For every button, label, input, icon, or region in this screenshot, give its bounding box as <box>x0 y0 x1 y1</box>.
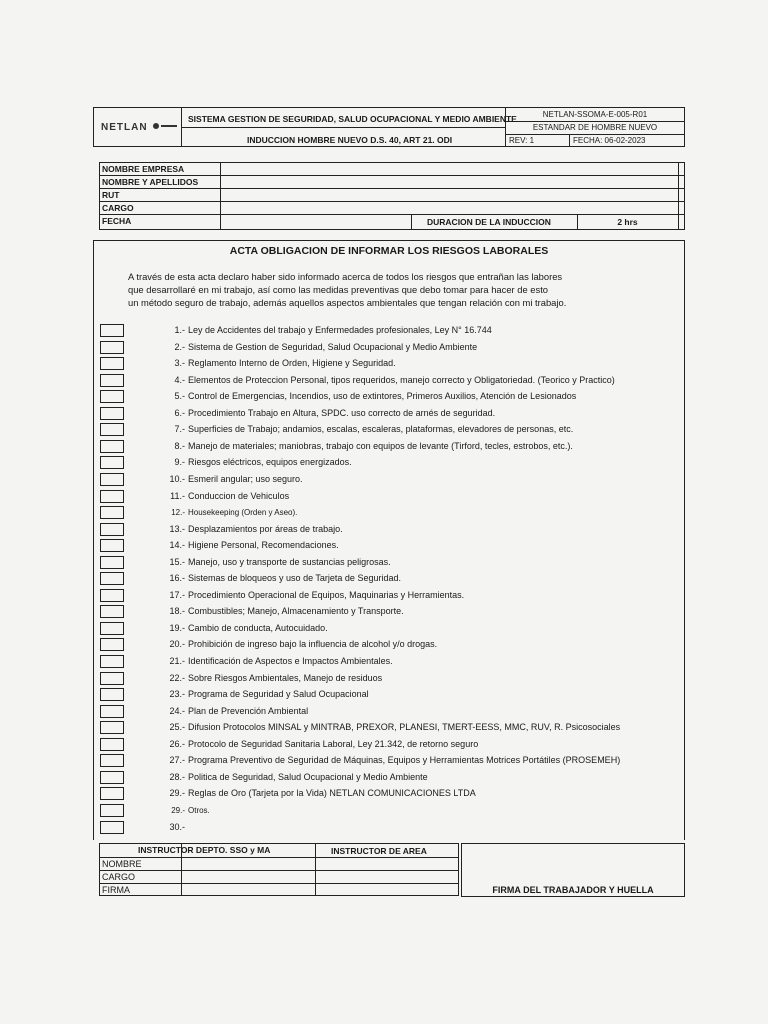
checkbox-item-23[interactable] <box>100 688 124 701</box>
item-number: 13.- <box>169 523 185 534</box>
list-item <box>163 358 396 368</box>
item-text: Sistema de Gestion de Seguridad, Salud Ocupacional y Medio Ambiente <box>188 341 478 352</box>
list-item <box>163 623 328 633</box>
list-item <box>163 722 620 732</box>
list-item <box>163 590 464 600</box>
checkbox-item-19[interactable] <box>100 622 124 635</box>
checkbox-item-8[interactable] <box>100 440 124 453</box>
item-text: Conduccion de Vehiculos <box>188 490 290 501</box>
checkbox-item-1[interactable] <box>100 324 124 337</box>
item-number: 18.- <box>169 606 185 617</box>
sig-signature-label: FIRMA <box>102 885 130 895</box>
checkbox-item-22[interactable] <box>100 672 124 685</box>
company-logo <box>101 117 178 135</box>
list-item <box>163 755 620 765</box>
item-number: 29.- <box>169 788 185 799</box>
duration-value: 2 hrs <box>617 217 638 227</box>
item-number: 17.- <box>169 589 185 600</box>
checkbox-item-14[interactable] <box>100 539 124 552</box>
list-item <box>163 540 339 550</box>
checkbox-item-6[interactable] <box>100 407 124 420</box>
list-item <box>163 656 393 666</box>
item-number: 14.- <box>169 540 185 551</box>
list-item <box>163 491 289 501</box>
item-number: 27.- <box>169 755 185 766</box>
checkbox-item-3[interactable] <box>100 357 124 370</box>
checkbox-item-21[interactable] <box>100 655 124 668</box>
item-text: Higiene Personal, Recomendaciones. <box>188 540 339 551</box>
sig-name-label: NOMBRE <box>102 859 142 869</box>
item-text: Superficies de Trabajo; andamios, escalas, escaleras, plataformas, elevadores de personas, etc. <box>188 424 574 435</box>
list-item <box>163 325 492 335</box>
checkbox-item-12[interactable] <box>100 506 124 519</box>
item-number: 4.- <box>174 374 185 385</box>
item-number: 16.- <box>169 573 185 584</box>
item-text: Plan de Prevención Ambiental <box>188 705 309 716</box>
item-number: 3.- <box>174 358 185 369</box>
item-text: Cambio de conducta, Autocuidado. <box>188 622 328 633</box>
item-number: 7.- <box>174 424 185 435</box>
checkbox-item-17[interactable] <box>100 589 124 602</box>
list-item <box>163 375 615 385</box>
item-number: 29.- <box>171 805 185 815</box>
list-item <box>163 788 476 798</box>
item-number: 8.- <box>174 440 185 451</box>
doc-code: NETLAN-SSOMA-E-005-R01 <box>542 110 648 119</box>
item-number: 10.- <box>169 473 185 484</box>
list-item <box>163 474 303 484</box>
revision: REV: 1 <box>509 136 535 145</box>
item-number: 28.- <box>169 771 185 782</box>
item-number: 2.- <box>174 341 185 352</box>
item-text: Reglas de Oro (Tarjeta por la Vida) NETLAN COMUNICACIONES LTDA <box>188 788 476 799</box>
item-text: Procedimiento Trabajo en Altura, SPDC. uso correcto de arnés de seguridad. <box>188 407 496 418</box>
item-number: 9.- <box>174 457 185 468</box>
intro-line-1: A través de esta acta declaro haber sido informado acerca de todos los riesgos que entrañan las labores <box>128 271 563 282</box>
item-text: Manejo, uso y transporte de sustancias peligrosas. <box>188 556 391 567</box>
item-text: Elementos de Proteccion Personal, tipos requeridos, manejo correcto y Obligatoriedad. (Teorico y Practico) <box>188 374 615 385</box>
item-number: 11.- <box>170 490 185 501</box>
duration-label: DURACION DE LA INDUCCION <box>427 217 551 227</box>
checkbox-item-9[interactable] <box>100 456 124 469</box>
intro-line-3: un método seguro de trabajo, además aquellos aspectos ambientales que tengan relación con mi trabajo. <box>128 297 567 308</box>
item-number: 26.- <box>169 738 185 749</box>
checkbox-item-10[interactable] <box>100 473 124 486</box>
sig-position-label: CARGO <box>102 872 136 882</box>
item-number: 12.- <box>171 508 185 518</box>
checkbox-item-7[interactable] <box>100 423 124 436</box>
position-label: CARGO <box>102 203 134 213</box>
checkbox-item-2[interactable] <box>100 341 124 354</box>
checkbox-item-24[interactable] <box>100 705 124 718</box>
checkbox-item-13[interactable] <box>100 523 124 536</box>
list-item <box>163 441 573 451</box>
item-number: 20.- <box>169 639 185 650</box>
checkbox-item-30[interactable] <box>100 804 124 817</box>
item-text: Sobre Riesgos Ambientales, Manejo de residuos <box>188 672 383 683</box>
item-text: Sistemas de bloqueos y uso de Tarjeta de Seguridad. <box>188 573 401 584</box>
fullname-label: NOMBRE Y APELLIDOS <box>102 177 199 187</box>
item-number: 21.- <box>169 656 185 666</box>
rut-label: RUT <box>102 190 120 200</box>
list-item <box>163 507 297 517</box>
item-number: 25.- <box>169 722 185 733</box>
induction-form <box>93 107 685 897</box>
checkbox-item-28[interactable] <box>100 771 124 784</box>
item-text: Manejo de materiales; maniobras, trabajo con equipos de levante (Tirford, tecles, estrobos, etc.). <box>188 440 573 451</box>
item-text: Difusion Protocolos MINSAL y MINTRAB, PREXOR, PLANESI, TMERT-EESS, MMC, RUV, R. Psicosociales <box>188 722 621 733</box>
logo-text: NETLAN <box>101 122 148 133</box>
checkbox-item-15[interactable] <box>100 556 124 569</box>
list-item <box>163 408 495 418</box>
list-item <box>163 673 382 683</box>
item-text: Protocolo de Seguridad Sanitaria Laboral, Ley 21.342, de retorno seguro <box>188 738 479 749</box>
checkbox-item-5[interactable] <box>100 390 124 403</box>
standard-name: ESTANDAR DE HOMBRE NUEVO <box>532 123 658 132</box>
item-text: Esmeril angular; uso seguro. <box>188 473 303 484</box>
checkbox-item-16[interactable] <box>100 572 124 585</box>
checkbox-item-27[interactable] <box>100 754 124 767</box>
list-item <box>163 606 404 616</box>
item-number: 15.- <box>169 556 185 567</box>
list-item <box>163 739 478 749</box>
item-text: Programa de Seguridad y Salud Ocupacional <box>188 689 369 700</box>
worker-signature-label: FIRMA DEL TRABAJADOR Y HUELLA <box>492 885 654 895</box>
checkbox-item-31[interactable] <box>100 821 124 834</box>
item-number: 23.- <box>169 689 185 700</box>
item-number: 19.- <box>169 622 185 633</box>
item-number: 30.- <box>169 821 185 832</box>
item-text: Combustibles; Manejo, Almacenamiento y Transporte. <box>188 606 404 617</box>
item-text: Reglamento Interno de Orden, Higiene y Seguridad. <box>188 358 396 369</box>
item-text: Programa Preventivo de Seguridad de Máquinas, Equipos y Herramientas Motrices Portátiles (PROSEMEH) <box>188 755 621 766</box>
list-item <box>163 639 437 649</box>
item-text: Ley de Accidentes del trabajo y Enfermedades profesionales, Ley N° 16.744 <box>188 325 492 335</box>
item-text: Identificación de Aspectos e Impactos Ambientales. <box>188 656 393 666</box>
item-text: Control de Emergencias, Incendios, uso de extintores, Primeros Auxilios, Atención de Lesionados <box>188 391 577 402</box>
induction-title: INDUCCION HOMBRE NUEVO D.S. 40, ART 21. ODI <box>247 135 453 145</box>
list-item <box>163 573 401 583</box>
list-item <box>163 557 391 567</box>
item-text: Prohibición de ingreso bajo la influencia de alcohol y/o drogas. <box>188 639 438 650</box>
item-number: 22.- <box>169 672 185 683</box>
list-item <box>163 822 188 832</box>
act-intro <box>128 270 658 309</box>
checkbox-item-29[interactable] <box>100 787 124 800</box>
list-item <box>163 424 573 434</box>
checkbox-item-18[interactable] <box>100 605 124 618</box>
checkbox-item-4[interactable] <box>100 374 124 387</box>
list-item <box>163 805 210 815</box>
item-text: Riesgos eléctricos, equipos energizados. <box>188 457 352 468</box>
doc-date: FECHA: 06-02-2023 <box>573 136 646 145</box>
instructor-sso-label: INSTRUCTOR DEPTO. SSO y MA <box>138 845 271 855</box>
checkbox-item-20[interactable] <box>100 638 124 651</box>
list-item <box>163 706 308 716</box>
intro-line-2: que desarrollaré en mi trabajo, así como las medidas preventivas que debo tomar para hacer de esto <box>128 284 549 295</box>
date-label: FECHA <box>102 216 132 226</box>
checkbox-item-25[interactable] <box>100 721 124 734</box>
item-number: 1.- <box>174 325 185 335</box>
item-number: 6.- <box>174 407 185 418</box>
company-label: NOMBRE EMPRESA <box>102 164 185 174</box>
item-text: Politica de Seguridad, Salud Ocupacional y Medio Ambiente <box>188 771 428 782</box>
checkbox-item-11[interactable] <box>100 490 124 503</box>
item-number: 5.- <box>174 391 185 402</box>
list-item <box>163 524 343 534</box>
checkbox-item-26[interactable] <box>100 738 124 751</box>
item-text: Housekeeping (Orden y Aseo). <box>188 508 298 518</box>
logo-mark-icon <box>152 122 178 130</box>
item-text: Procedimiento Operacional de Equipos, Maquinarias y Herramientas. <box>188 589 465 600</box>
list-item <box>163 457 352 467</box>
list-item <box>163 342 477 352</box>
item-text: Desplazamientos por áreas de trabajo. <box>188 523 343 534</box>
act-title: ACTA OBLIGACION DE INFORMAR LOS RIESGOS LABORALES <box>229 245 549 257</box>
system-title: SISTEMA GESTION DE SEGURIDAD, SALUD OCUPACIONAL Y MEDIO AMBIENTE <box>188 114 517 124</box>
item-number: 24.- <box>169 705 185 716</box>
list-item <box>163 772 428 782</box>
list-item <box>163 391 576 401</box>
item-text: Otros. <box>188 805 210 815</box>
list-item <box>163 689 369 699</box>
instructor-area-label: INSTRUCTOR DE AREA <box>331 846 427 856</box>
